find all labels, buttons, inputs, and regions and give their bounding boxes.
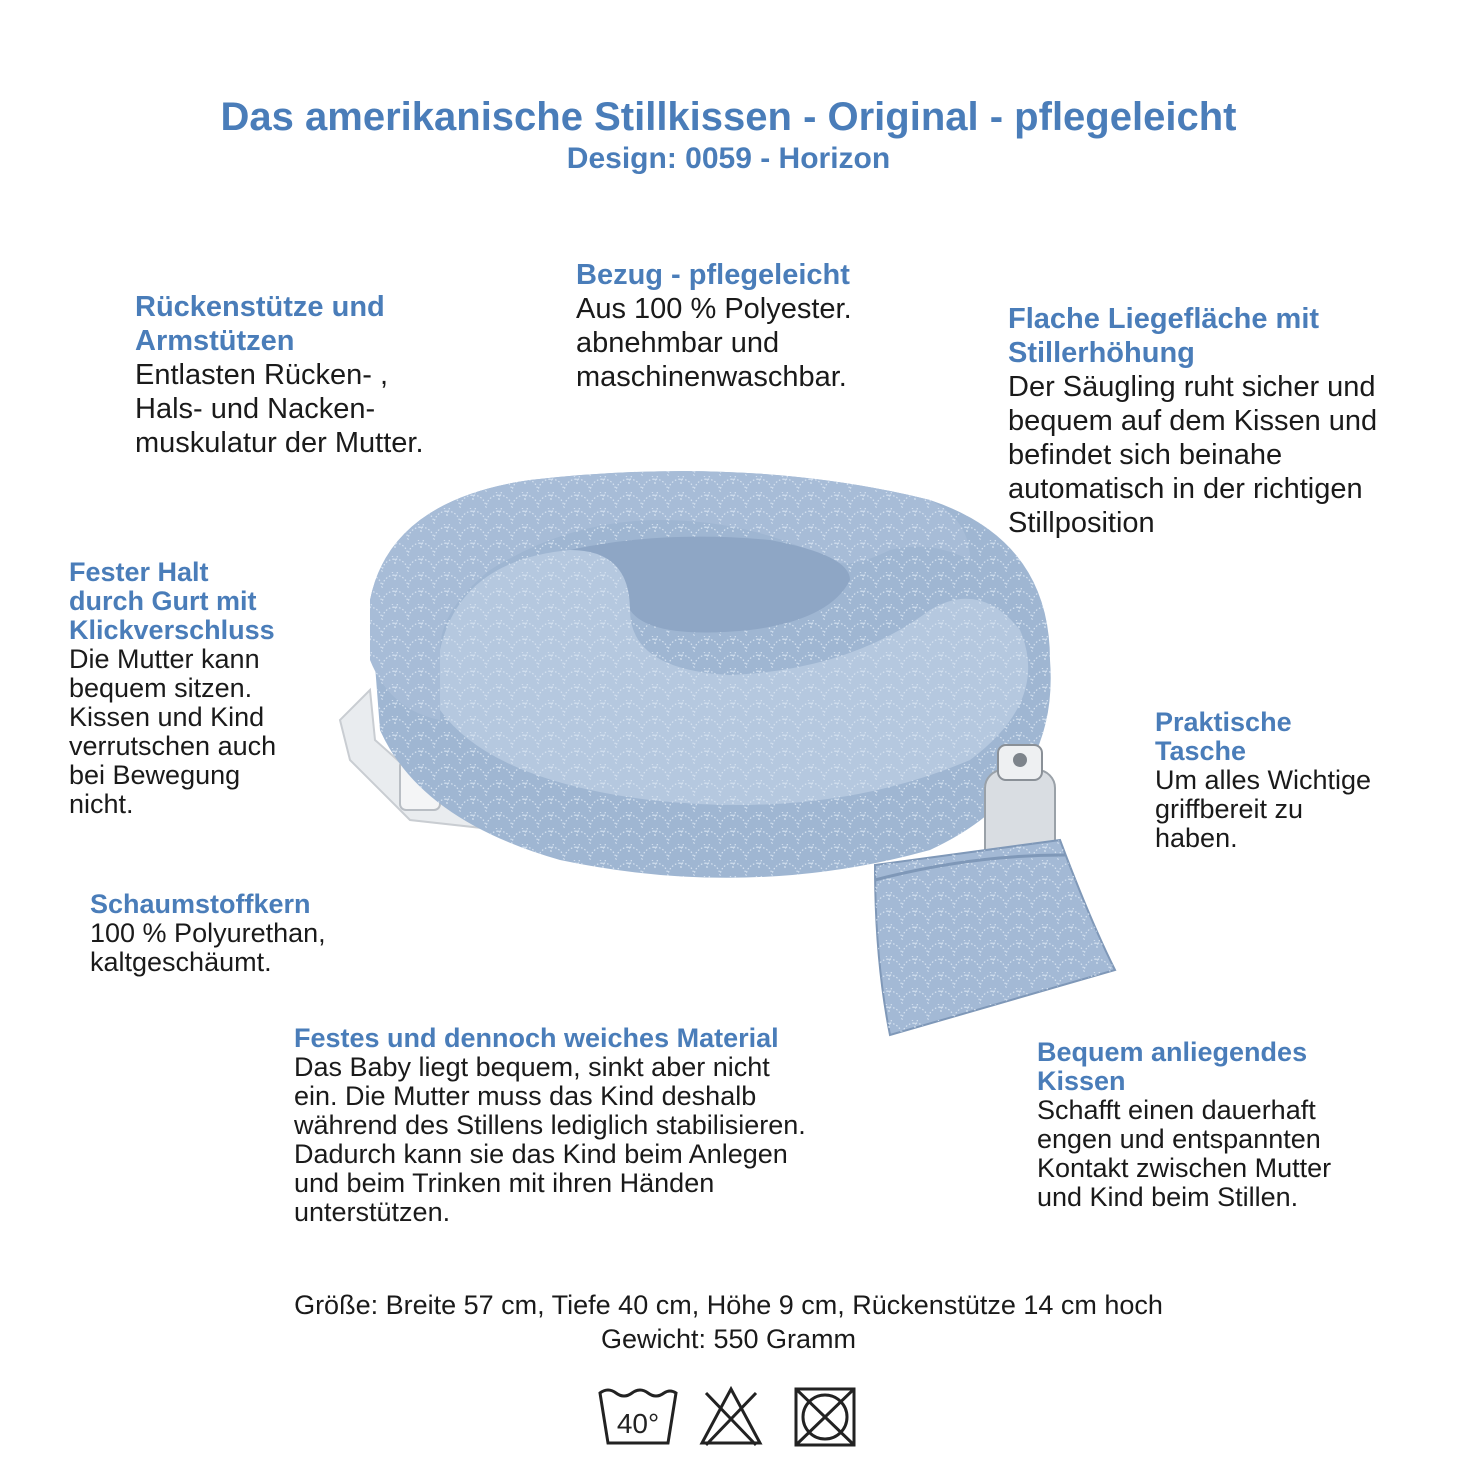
nursing-pillow-image	[330, 460, 1130, 1050]
feature-text: Um alles Wichtige griffbereit zu haben.	[1155, 765, 1372, 853]
feature-fit	[1037, 1038, 1331, 1212]
feature-heading: Rückenstütze und Armstützen	[135, 291, 385, 357]
feature-pocket	[1155, 708, 1371, 853]
feature-heading: Bezug - pflegeleicht	[576, 259, 850, 291]
pocket	[875, 840, 1115, 1035]
feature-foam-core	[90, 890, 326, 977]
feature-backrest	[135, 290, 424, 460]
feature-heading: Festes und dennoch weiches Material	[294, 1023, 779, 1053]
feature-text: Der Säugling ruht sicher und bequem auf dem Kissen und befindet sich beinahe automatisch in der richtigen Stillposition	[1008, 371, 1378, 539]
wash-40-icon	[596, 1385, 680, 1449]
feature-text: Das Baby liegt bequem, sinkt aber nicht ein. Die Mutter muss das Kind deshalb während des Stillens lediglich stabilisieren. Dadurch kann sie das Kind beim Anlegen und beim Trinken mit ihren Händen unterstützen.	[294, 1052, 806, 1227]
feature-heading: Bequem anliegendes Kissen	[1037, 1037, 1308, 1096]
feature-heading: Praktische Tasche	[1155, 707, 1292, 766]
size-info: Größe: Breite 57 cm, Tiefe 40 cm, Höhe 9 cm, Rückenstütze 14 cm hoch	[294, 1290, 1163, 1320]
feature-text: Aus 100 % Polyester. abnehmbar und maschinenwaschbar.	[576, 293, 852, 393]
no-bleach-icon	[698, 1385, 764, 1449]
feature-heading: Schaumstoffkern	[90, 889, 311, 919]
feature-text: 100 % Polyurethan, kaltgeschäumt.	[90, 918, 326, 977]
feature-lying-surface	[1008, 302, 1377, 540]
feature-material	[294, 1024, 806, 1227]
wash-temp-label: 40°	[616, 1408, 660, 1439]
feature-text: Entlasten Rücken- , Hals- und Nacken- muskulatur der Mutter.	[135, 359, 424, 459]
weight-info: Gewicht: 550 Gramm	[600, 1324, 857, 1354]
feature-strap	[69, 558, 276, 819]
no-tumble-dry-icon	[792, 1385, 858, 1449]
feature-text: Schafft einen dauerhaft engen und entspannten Kontakt zwischen Mutter und Kind beim Stillen.	[1037, 1095, 1332, 1212]
feature-heading: Flache Liegefläche mit Stillerhöhung	[1008, 303, 1320, 369]
feature-text: Die Mutter kann bequem sitzen. Kissen und Kind verrutschen auch bei Bewegung nicht.	[69, 644, 277, 819]
page-title: Das amerikanische Stillkissen - Original - pflegeleicht	[220, 95, 1237, 139]
page-subtitle: Design: 0059 - Horizon	[566, 142, 891, 175]
feature-heading: Fester Halt durch Gurt mit Klickverschluss	[69, 557, 275, 645]
feature-cover	[576, 258, 852, 394]
